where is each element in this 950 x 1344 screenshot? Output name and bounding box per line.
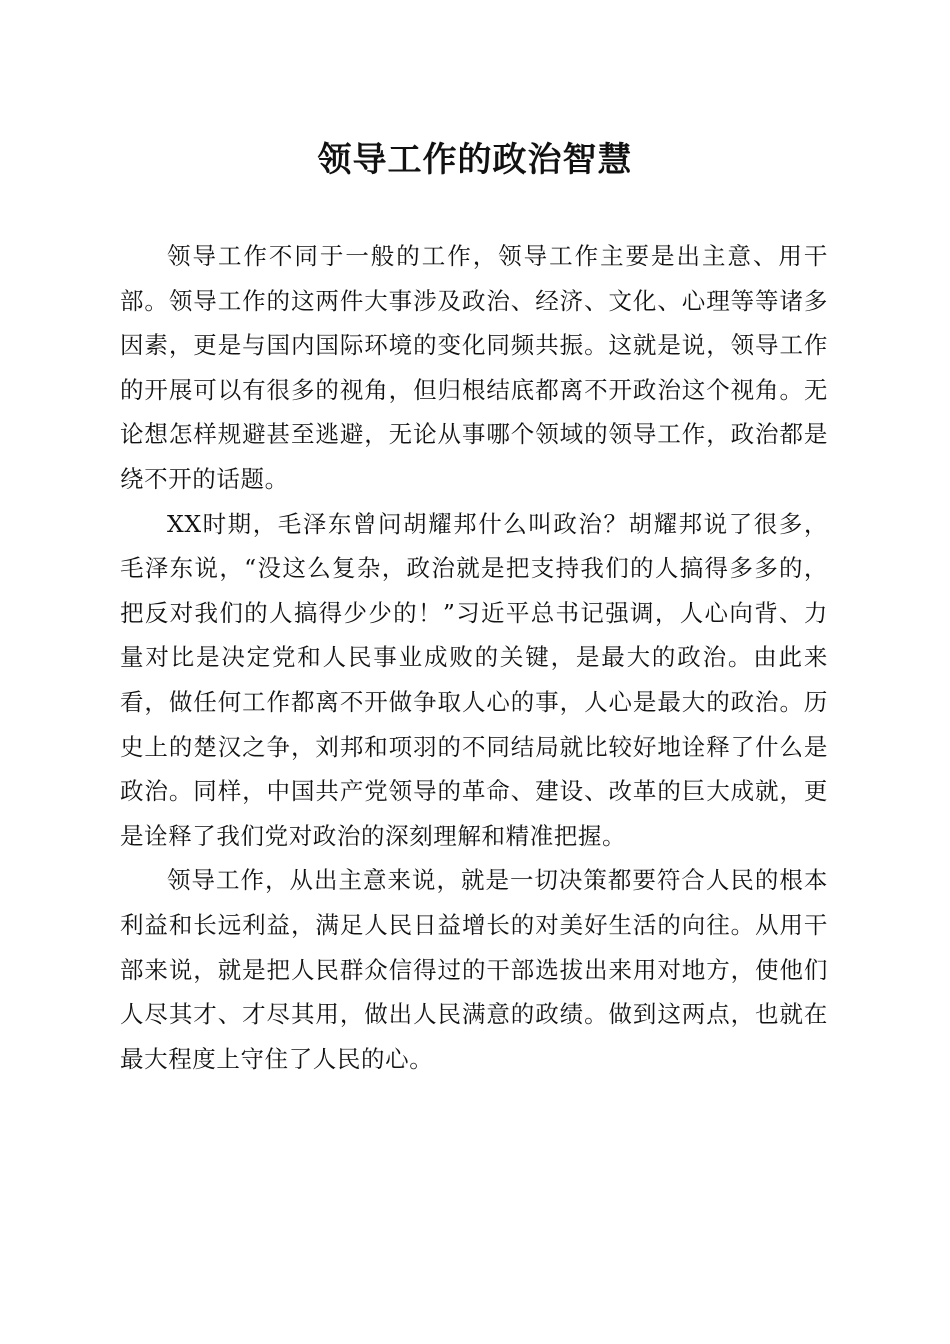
- paragraph-3: 领导工作，从出主意来说，就是一切决策都要符合人民的根本利益和长远利益，满足人民日益增长的对美好生活的向往。从用干部来说，就是把人民群众信得过的干部选拔出来用对地方，使他们人尽其才、才尽其用，做出人民满意的政绩。做到这两点，也就在最大程度上守住了人民的心。: [120, 866, 828, 1073]
- document-title: 领导工作的政治智慧: [317, 140, 633, 180]
- paragraph-2: XX时期，毛泽东曾问胡耀邦什么叫政治？胡耀邦说了很多，毛泽东说，“没这么复杂，政治就是把支持我们的人搞得多多的，把反对我们的人搞得少少的！”习近平总书记强调，人心向背、力量对比是决定党和人民事业成败的关键，是最大的政治。由此来看，做任何工作都离不开做争取人心的事，人心是最大的政治。历史上的楚汉之争，刘邦和项羽的不同结局就比较好地诠释了什么是政治。同样，中国共产党领导的革命、建设、改革的巨大成就，更是诠释了我们党对政治的深刻理解和精准把握。: [120, 509, 828, 850]
- document-body: [120, 234, 828, 1081]
- paragraph-1: 领导工作不同于一般的工作，领导工作主要是出主意、用干部。领导工作的这两件大事涉及政治、经济、文化、心理等等诸多因素，更是与国内国际环境的变化同频共振。这就是说，领导工作的开展可以有很多的视角，但归根结底都离不开政治这个视角。无论想怎样规避甚至逃避，无论从事哪个领域的领导工作，政治都是绕不开的话题。: [120, 242, 828, 493]
